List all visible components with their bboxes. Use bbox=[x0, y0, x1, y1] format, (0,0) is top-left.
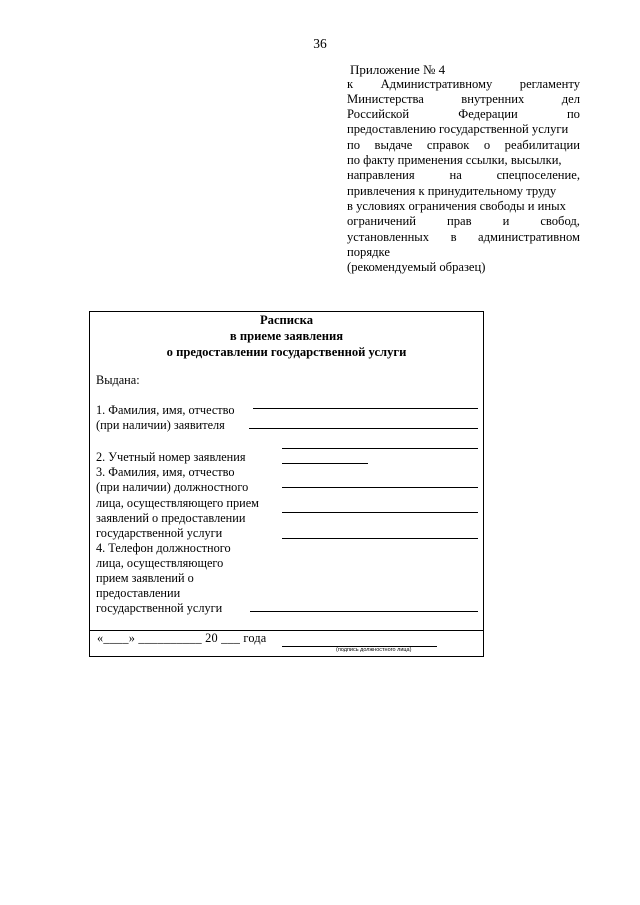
field3-line-4: заявлений о предоставлении bbox=[96, 511, 246, 525]
applicant-name-line-3[interactable] bbox=[282, 448, 478, 449]
appendix-word: справок bbox=[426, 138, 470, 152]
signature-caption: (подпись должностного лица) bbox=[336, 647, 412, 653]
appendix-line bbox=[347, 153, 580, 168]
appendix-word: выдаче bbox=[374, 138, 413, 152]
appendix-word: на bbox=[449, 168, 462, 182]
receipt-form bbox=[89, 311, 484, 657]
appendix-line bbox=[347, 214, 580, 229]
field3-line-2: (при наличии) должностного bbox=[96, 480, 249, 494]
appendix-word: регламенту bbox=[519, 77, 580, 91]
appendix-word: о bbox=[483, 138, 491, 152]
appendix-word: в условиях ограничения свободы и иных bbox=[347, 199, 566, 213]
field4-line-5: государственной услуги bbox=[96, 601, 223, 615]
official-name-line-1[interactable] bbox=[282, 487, 478, 488]
appendix-word: Российской bbox=[347, 107, 410, 121]
field2-label: 2. Учетный номер заявления bbox=[96, 450, 246, 464]
appendix-word: внутренних bbox=[461, 92, 525, 106]
appendix-word: по bbox=[347, 138, 361, 152]
application-number-line[interactable] bbox=[282, 463, 368, 464]
appendix-word: Министерства bbox=[347, 92, 424, 106]
appendix-word: к bbox=[347, 77, 354, 91]
field1-line-1: 1. Фамилия, имя, отчество bbox=[96, 403, 235, 417]
field3-line-5: государственной услуги bbox=[96, 526, 223, 540]
appendix-line bbox=[347, 230, 580, 245]
appendix-word: административном bbox=[478, 230, 580, 244]
appendix-word: (рекомендуемый образец) bbox=[347, 260, 486, 274]
appendix-word: ограничений bbox=[347, 214, 416, 228]
appendix-word: направления bbox=[347, 168, 415, 182]
appendix-word: установленных bbox=[347, 230, 430, 244]
appendix-word: порядке bbox=[347, 245, 390, 259]
page-number: 36 bbox=[313, 36, 327, 51]
applicant-name-line-2[interactable] bbox=[249, 428, 478, 429]
date-line: «____» __________ 20 ___ года bbox=[97, 631, 267, 645]
appendix-line bbox=[347, 138, 580, 153]
official-name-line-3[interactable] bbox=[282, 538, 478, 539]
appendix-line bbox=[347, 260, 580, 275]
field3-line-1: 3. Фамилия, имя, отчество bbox=[96, 465, 235, 479]
appendix-word: в bbox=[450, 230, 457, 244]
appendix-line bbox=[347, 77, 580, 92]
appendix-word: прав bbox=[446, 214, 472, 228]
field4-line-3: прием заявлений о bbox=[96, 571, 194, 585]
appendix-word: привлечения к принудительному труду bbox=[347, 184, 557, 198]
field4-line-2: лица, осуществляющего bbox=[96, 556, 224, 570]
appendix-word: по bbox=[566, 107, 580, 121]
form-title-line-2: в приеме заявления bbox=[229, 329, 344, 343]
field4-line-4: предоставлении bbox=[96, 586, 181, 600]
appendix-title: Приложение № 4 bbox=[350, 62, 446, 77]
appendix-word: дел bbox=[561, 92, 580, 106]
appendix-word: по факту применения ссылки, высылки, bbox=[347, 153, 562, 167]
appendix-word: свобод, bbox=[540, 214, 580, 228]
form-title-line-3: о предоставлении государственной услуги bbox=[166, 345, 407, 359]
official-phone-line[interactable] bbox=[250, 611, 478, 612]
issued-label: Выдана: bbox=[96, 373, 140, 387]
appendix-line bbox=[347, 184, 580, 199]
appendix-line bbox=[347, 107, 580, 122]
appendix-line bbox=[347, 92, 580, 107]
appendix-word: спецпоселение, bbox=[496, 168, 580, 182]
form-title-line-1: Расписка bbox=[259, 313, 314, 327]
official-name-line-2[interactable] bbox=[282, 512, 478, 513]
appendix-line bbox=[347, 199, 580, 214]
field3-line-3: лица, осуществляющего прием bbox=[96, 496, 259, 510]
field4-line-1: 4. Телефон должностного bbox=[96, 541, 231, 555]
appendix-word: Федерации bbox=[458, 107, 518, 121]
appendix-word: и bbox=[502, 214, 510, 228]
field1-line-2: (при наличии) заявителя bbox=[96, 418, 225, 432]
appendix-word: предоставлению государственной услуги bbox=[347, 122, 569, 136]
appendix-line bbox=[347, 168, 580, 183]
appendix-line bbox=[347, 245, 580, 260]
appendix-word: реабилитации bbox=[504, 138, 580, 152]
appendix-word: Административному bbox=[380, 77, 493, 91]
applicant-name-line-1[interactable] bbox=[253, 408, 478, 409]
appendix-line bbox=[347, 122, 580, 137]
